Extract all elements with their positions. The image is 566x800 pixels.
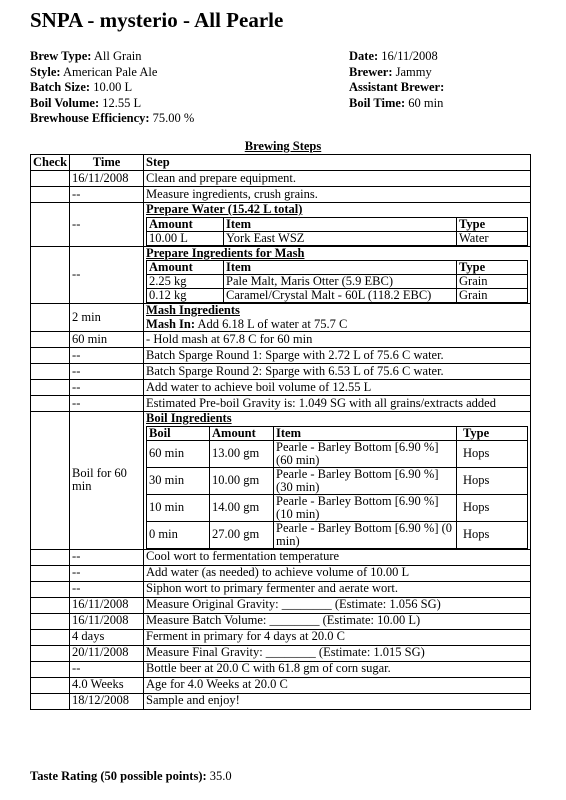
amount-header: Amount	[147, 261, 224, 275]
table-row	[31, 380, 531, 396]
hop-row	[147, 467, 528, 494]
step-cell: Clean and prepare equipment.	[144, 171, 531, 187]
type-header: Type	[457, 426, 528, 440]
table-row	[31, 171, 531, 187]
step-cell	[144, 246, 531, 304]
table-row	[31, 549, 531, 565]
time-cell: 18/12/2008	[70, 693, 144, 709]
ingredient-row	[147, 231, 528, 245]
check-cell[interactable]	[31, 581, 70, 597]
brewer: Brewer: Jammy	[349, 64, 432, 79]
water-table	[146, 217, 528, 246]
table-row	[31, 629, 531, 645]
time-cell: --	[70, 348, 144, 364]
boil-ingredients-title: Boil Ingredients	[146, 411, 232, 425]
item-cell: Pearle - Barley Bottom [6.90 %] (60 min)	[274, 440, 457, 467]
step-cell: Batch Sparge Round 2: Sparge with 6.53 L of 75.6 C water.	[144, 364, 531, 380]
amount-cell: 2.25 kg	[147, 275, 224, 289]
boil-cell: 60 min	[147, 440, 210, 467]
check-cell[interactable]	[31, 565, 70, 581]
type-cell: Grain	[457, 275, 528, 289]
step-cell: Add water (as needed) to achieve volume of 10.00 L	[144, 565, 531, 581]
step-cell: Bottle beer at 20.0 C with 61.8 gm of corn sugar.	[144, 661, 531, 677]
boil-cell: 30 min	[147, 467, 210, 494]
item-cell: York East WSZ	[224, 231, 457, 245]
step-cell: Measure Original Gravity: ________ (Estimate: 1.056 SG)	[144, 597, 531, 613]
check-cell[interactable]	[31, 629, 70, 645]
table-header-row	[31, 155, 531, 171]
time-cell: --	[70, 581, 144, 597]
time-cell: --	[70, 203, 144, 247]
table-row	[31, 364, 531, 380]
check-cell[interactable]	[31, 693, 70, 709]
table-row	[31, 348, 531, 364]
amount-header: Amount	[147, 217, 224, 231]
check-cell[interactable]	[31, 412, 70, 550]
style: Style: American Pale Ale	[30, 64, 158, 79]
step-cell	[144, 304, 531, 332]
hops-table	[146, 426, 528, 549]
table-row	[31, 677, 531, 693]
boil-cell: 0 min	[147, 521, 210, 548]
time-column-header: Time	[70, 155, 144, 171]
time-cell: --	[70, 380, 144, 396]
step-cell: Sample and enjoy!	[144, 693, 531, 709]
prepare-mash-title: Prepare Ingredients for Mash	[146, 245, 305, 260]
item-header: Item	[224, 217, 457, 231]
step-cell: Batch Sparge Round 1: Sparge with 2.72 L of 75.6 C water.	[144, 348, 531, 364]
check-cell[interactable]	[31, 203, 70, 247]
table-row	[31, 693, 531, 709]
step-cell: Cool wort to fermentation temperature	[144, 549, 531, 565]
brewing-steps-heading: Brewing Steps	[244, 139, 322, 153]
table-row-prepare-water	[31, 203, 531, 247]
item-header: Item	[274, 426, 457, 440]
check-cell[interactable]	[31, 380, 70, 396]
time-cell: --	[70, 661, 144, 677]
check-cell[interactable]	[31, 171, 70, 187]
step-cell: Measure ingredients, crush grains.	[144, 187, 531, 203]
time-cell: 20/11/2008	[70, 645, 144, 661]
check-cell[interactable]	[31, 187, 70, 203]
step-cell: Siphon wort to primary fermenter and aerate wort.	[144, 581, 531, 597]
check-cell[interactable]	[31, 304, 70, 332]
check-column-header: Check	[31, 155, 70, 171]
step-cell: Measure Batch Volume: ________ (Estimate: 10.00 L)	[144, 613, 531, 629]
step-cell	[144, 412, 531, 550]
check-cell[interactable]	[31, 677, 70, 693]
step-cell: Measure Final Gravity: ________ (Estimate: 1.015 SG)	[144, 645, 531, 661]
item-cell: Pearle - Barley Bottom [6.90 %] (10 min)	[274, 494, 457, 521]
time-cell: 4 days	[70, 629, 144, 645]
recipe-info-left	[30, 49, 194, 127]
time-cell: 2 min	[70, 304, 144, 332]
amount-cell: 27.00 gm	[210, 521, 274, 548]
amount-header: Amount	[210, 426, 274, 440]
table-row	[31, 613, 531, 629]
item-cell: Pearle - Barley Bottom [6.90 %] (30 min)	[274, 467, 457, 494]
boil-header: Boil	[147, 426, 210, 440]
page-title: SNPA - mysterio - All Pearle	[30, 8, 284, 32]
item-cell: Pale Malt, Maris Otter (5.9 EBC)	[224, 275, 457, 289]
amount-cell: 10.00 L	[147, 231, 224, 245]
step-cell: Ferment in primary for 4 days at 20.0 C	[144, 629, 531, 645]
amount-cell: 10.00 gm	[210, 467, 274, 494]
recipe-info-right	[349, 49, 444, 111]
time-cell: 60 min	[70, 332, 144, 348]
batch-size: Batch Size: 10.00 L	[30, 80, 133, 94]
table-row	[31, 565, 531, 581]
taste-rating: Taste Rating (50 possible points): 35.0	[30, 769, 232, 783]
check-cell[interactable]	[31, 597, 70, 613]
type-cell: Hops	[457, 521, 528, 548]
table-row-boil-ingredients	[31, 412, 531, 550]
mash-in-line: Mash In: Add 6.18 L of water at 75.7 C	[146, 316, 348, 331]
mash-ingredients-title: Mash Ingredients	[146, 303, 240, 317]
amount-cell: 13.00 gm	[210, 440, 274, 467]
type-header: Type	[457, 261, 528, 275]
check-cell[interactable]	[31, 549, 70, 565]
step-cell: - Hold mash at 67.8 C for 60 min	[144, 332, 531, 348]
table-row	[31, 597, 531, 613]
item-cell: Caramel/Crystal Malt - 60L (118.2 EBC)	[224, 289, 457, 303]
type-header: Type	[457, 217, 528, 231]
check-cell[interactable]	[31, 645, 70, 661]
brew-type: Brew Type: All Grain	[30, 49, 142, 63]
boil-time: Boil Time: 60 min	[349, 95, 444, 110]
amount-cell: 14.00 gm	[210, 494, 274, 521]
step-cell: Estimated Pre-boil Gravity is: 1.049 SG with all grains/extracts added	[144, 396, 531, 412]
time-cell: 16/11/2008	[70, 597, 144, 613]
table-row	[31, 187, 531, 203]
check-cell[interactable]	[31, 332, 70, 348]
table-row	[31, 645, 531, 661]
step-cell: Age for 4.0 Weeks at 20.0 C	[144, 677, 531, 693]
type-cell: Hops	[457, 440, 528, 467]
ingredient-row	[147, 289, 528, 303]
time-cell: 4.0 Weeks	[70, 677, 144, 693]
step-cell: Add water to achieve boil volume of 12.55 L	[144, 380, 531, 396]
brewhouse-efficiency: Brewhouse Efficiency: 75.00 %	[30, 111, 195, 125]
prepare-water-title: Prepare Water (15.42 L total)	[146, 202, 303, 216]
time-cell: 16/11/2008	[70, 613, 144, 629]
time-cell: --	[70, 187, 144, 203]
amount-cell: 0.12 kg	[147, 289, 224, 303]
hop-row	[147, 521, 528, 548]
check-cell[interactable]	[31, 246, 70, 304]
hop-row	[147, 494, 528, 521]
table-row-prepare-mash	[31, 246, 531, 304]
table-row	[31, 581, 531, 597]
check-cell[interactable]	[31, 661, 70, 677]
type-cell: Grain	[457, 289, 528, 303]
step-cell	[144, 203, 531, 247]
table-row	[31, 332, 531, 348]
item-header: Item	[224, 261, 457, 275]
time-cell: 16/11/2008	[70, 171, 144, 187]
table-row	[31, 661, 531, 677]
time-cell: --	[70, 364, 144, 380]
time-cell: --	[70, 549, 144, 565]
hop-row	[147, 440, 528, 467]
type-cell: Hops	[457, 494, 528, 521]
check-cell[interactable]	[31, 364, 70, 380]
check-cell[interactable]	[31, 613, 70, 629]
brewing-steps-table	[30, 154, 531, 710]
mash-grain-table	[146, 260, 528, 303]
item-cell: Pearle - Barley Bottom [6.90 %] (0 min)	[274, 521, 457, 548]
type-cell: Hops	[457, 467, 528, 494]
time-cell: Boil for 60 min	[70, 412, 144, 550]
assistant-brewer: Assistant Brewer:	[349, 80, 445, 94]
table-row	[31, 396, 531, 412]
time-cell: --	[70, 565, 144, 581]
time-cell: --	[70, 246, 144, 304]
ingredient-row	[147, 275, 528, 289]
time-cell: --	[70, 396, 144, 412]
type-cell: Water	[457, 231, 528, 245]
check-cell[interactable]	[31, 396, 70, 412]
step-column-header: Step	[144, 155, 531, 171]
date: Date: 16/11/2008	[349, 49, 438, 63]
boil-volume: Boil Volume: 12.55 L	[30, 95, 142, 110]
check-cell[interactable]	[31, 348, 70, 364]
table-row-mash-ingredients	[31, 304, 531, 332]
boil-cell: 10 min	[147, 494, 210, 521]
